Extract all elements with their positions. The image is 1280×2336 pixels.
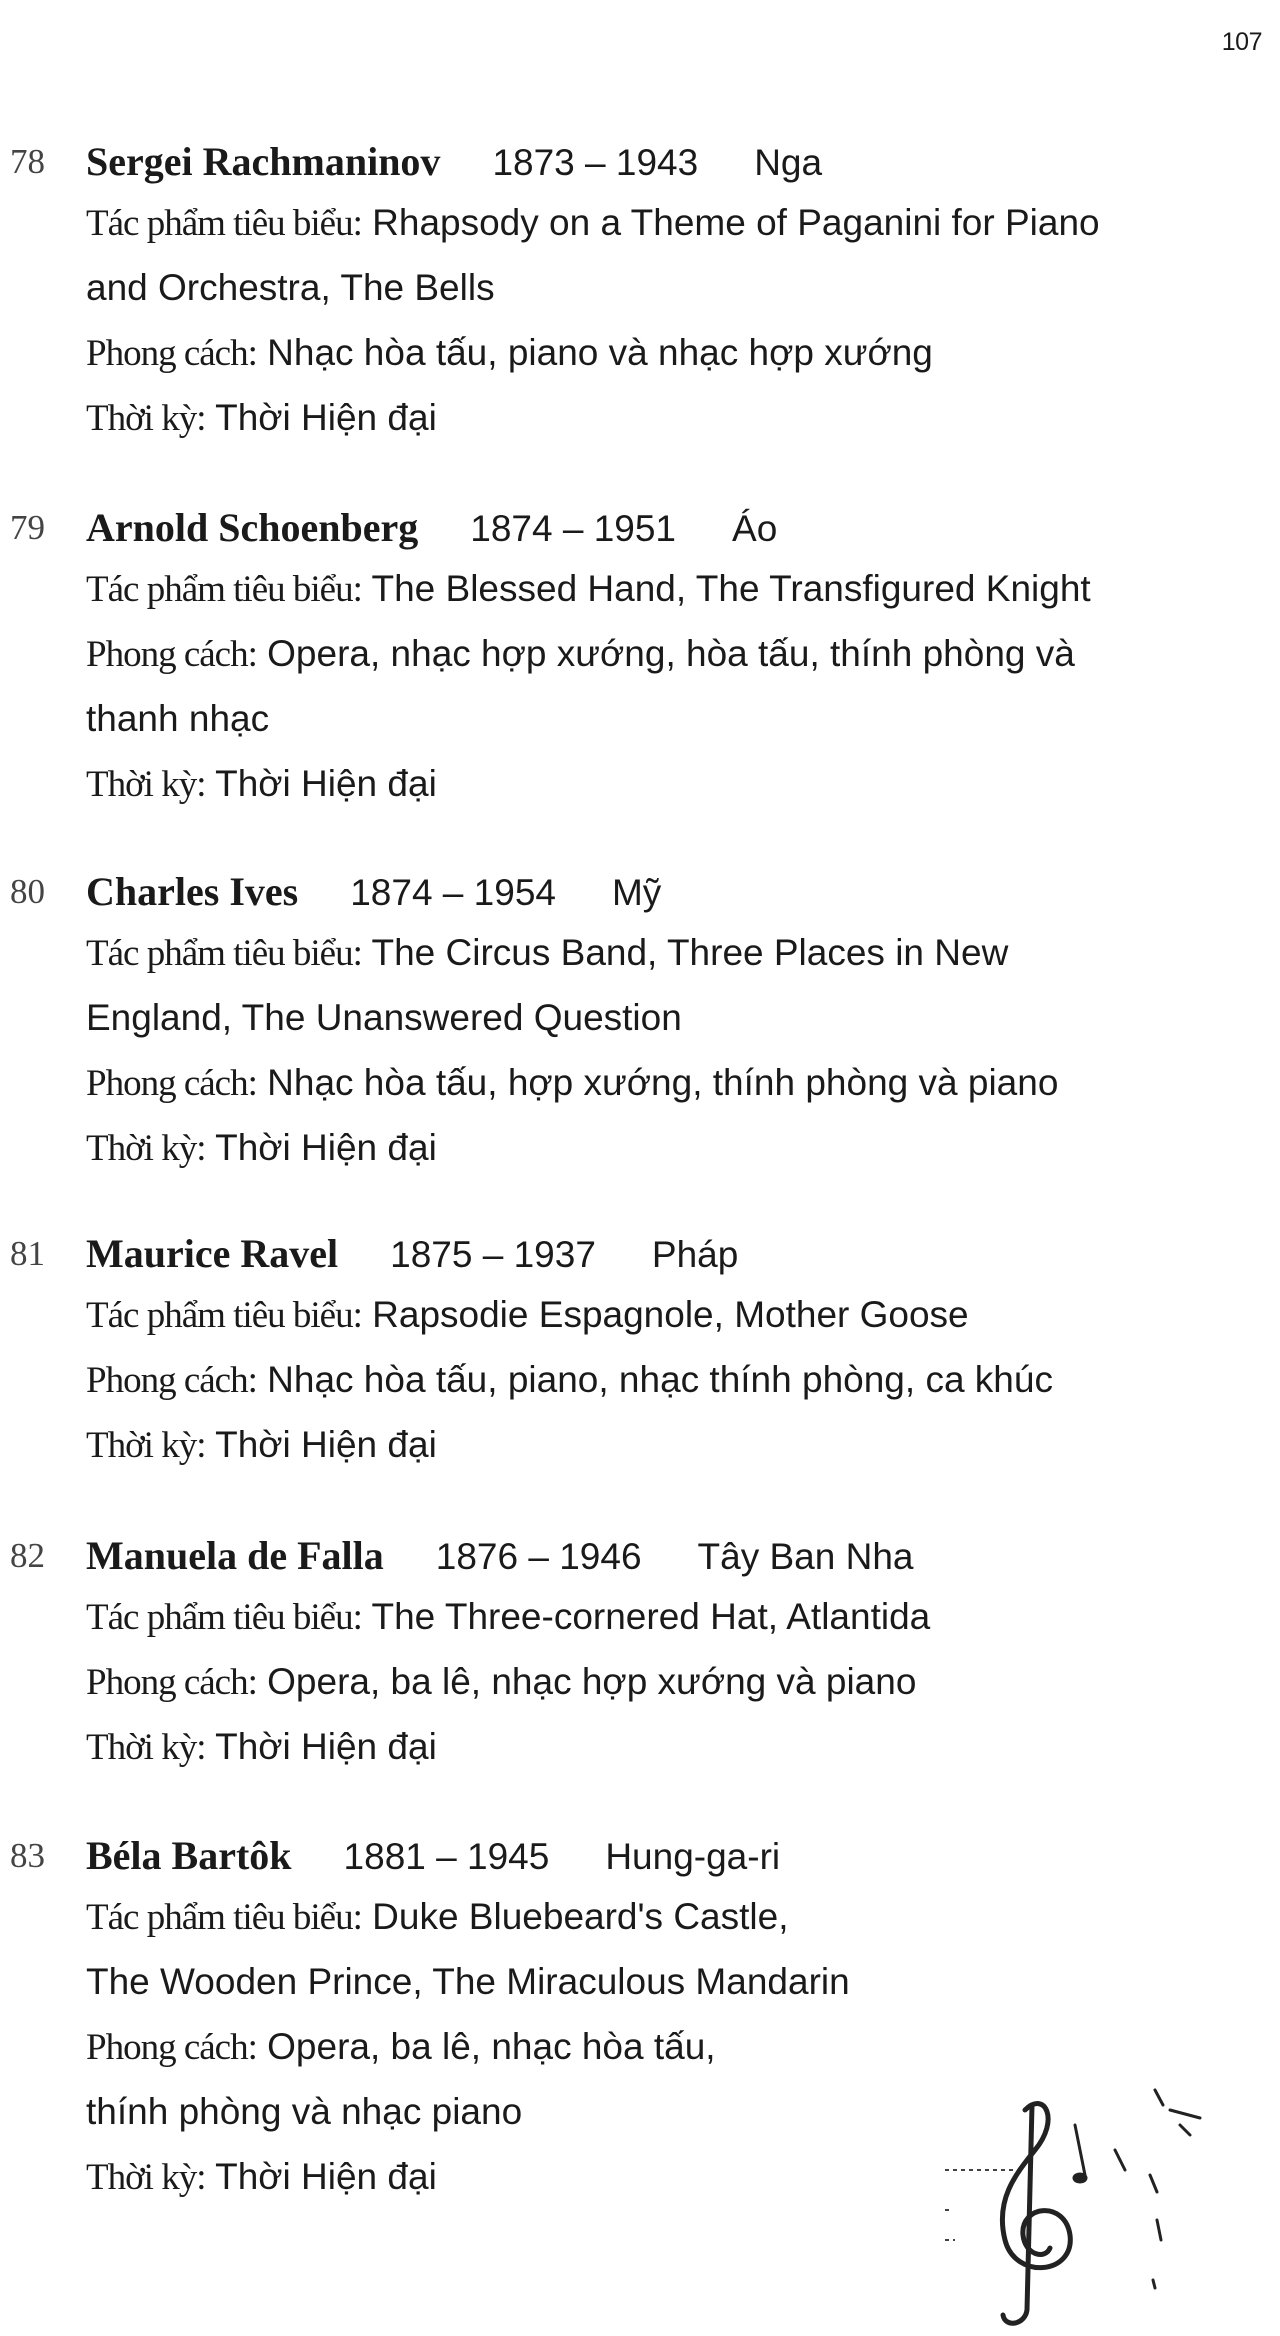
entry-heading xyxy=(86,1226,1240,1282)
page-number: 107 xyxy=(1221,28,1262,56)
composer-years: 1875 – 1937 xyxy=(390,1234,596,1275)
composer-name: Béla Bartôk xyxy=(86,1833,292,1878)
composer-country: Nga xyxy=(754,142,823,183)
composer-name: Sergei Rachmaninov xyxy=(86,139,441,184)
detail-label: Tác phẩm tiêu biểu: xyxy=(86,1597,362,1638)
entry-number: 82 xyxy=(10,1536,45,1575)
detail-label: Thời kỳ: xyxy=(86,1727,206,1768)
entry-number: 80 xyxy=(10,872,45,911)
detail-line xyxy=(86,686,1240,751)
composer-years: 1874 – 1951 xyxy=(470,508,677,549)
entry-number: 78 xyxy=(10,142,45,181)
detail-label: Phong cách: xyxy=(86,2027,257,2068)
detail-label: Phong cách: xyxy=(86,1063,257,1104)
detail-text: Nhạc hòa tấu, hợp xướng, thính phòng và piano xyxy=(256,1062,1059,1103)
detail-label: Tác phẩm tiêu biểu: xyxy=(86,203,362,244)
composer-name: Arnold Schoenberg xyxy=(86,505,419,550)
detail-line xyxy=(86,1282,1240,1347)
detail-text: Duke Bluebeard's Castle, xyxy=(361,1896,789,1937)
composer-years: 1876 – 1946 xyxy=(435,1536,642,1577)
detail-text: Opera, ba lê, nhạc hòa tấu, xyxy=(256,2026,716,2067)
detail-text: Nhạc hòa tấu, piano và nhạc hợp xướng xyxy=(256,332,933,373)
composer-name: Manuela de Falla xyxy=(86,1533,384,1578)
detail-line xyxy=(86,385,1240,450)
entry-heading xyxy=(86,500,1240,556)
detail-text: The Wooden Prince, The Miraculous Mandarin xyxy=(86,1961,850,2002)
composer-country: Hung-ga-ri xyxy=(605,1836,781,1877)
detail-line xyxy=(86,985,1240,1050)
detail-text: and Orchestra, The Bells xyxy=(86,267,495,308)
detail-line xyxy=(86,751,1240,816)
detail-text: Rapsodie Espagnole, Mother Goose xyxy=(361,1294,969,1335)
detail-line xyxy=(86,1884,1240,1949)
detail-label: Tác phẩm tiêu biểu: xyxy=(86,569,362,610)
composer-name: Maurice Ravel xyxy=(86,1231,339,1276)
detail-line xyxy=(86,1714,1240,1779)
detail-text: Thời Hiện đại xyxy=(205,763,437,804)
detail-label: Thời kỳ: xyxy=(86,2157,206,2198)
detail-line xyxy=(86,920,1240,985)
entry-number: 83 xyxy=(10,1836,45,1875)
detail-line xyxy=(86,1584,1240,1649)
detail-text: Nhạc hòa tấu, piano, nhạc thính phòng, ca khúc xyxy=(256,1359,1053,1400)
detail-line xyxy=(86,190,1240,255)
composer-country: Tây Ban Nha xyxy=(697,1536,914,1577)
entry-heading xyxy=(86,1528,1240,1584)
detail-text: The Circus Band, Three Places in New xyxy=(361,932,1009,973)
detail-line xyxy=(86,556,1240,621)
detail-label: Phong cách: xyxy=(86,634,257,675)
entry-heading xyxy=(86,864,1240,920)
detail-text: Opera, nhạc hợp xướng, hòa tấu, thính phòng và xyxy=(256,633,1075,674)
detail-line xyxy=(86,255,1240,320)
entry-number: 81 xyxy=(10,1234,45,1273)
detail-label: Phong cách: xyxy=(86,1662,257,1703)
detail-line xyxy=(86,1949,1240,2014)
detail-text: England, The Unanswered Question xyxy=(86,997,682,1038)
composer-years: 1881 – 1945 xyxy=(343,1836,550,1877)
detail-line xyxy=(86,2014,1240,2079)
detail-label: Tác phẩm tiêu biểu: xyxy=(86,933,362,974)
composer-country: Mỹ xyxy=(611,872,662,913)
detail-label: Thời kỳ: xyxy=(86,764,206,805)
detail-text: Thời Hiện đại xyxy=(205,397,437,438)
entry-heading xyxy=(86,1828,1240,1884)
detail-label: Phong cách: xyxy=(86,1360,257,1401)
detail-line xyxy=(86,1115,1240,1180)
detail-label: Tác phẩm tiêu biểu: xyxy=(86,1897,362,1938)
detail-text: thanh nhạc xyxy=(86,698,270,739)
detail-text: Thời Hiện đại xyxy=(205,1127,437,1168)
detail-label: Thời kỳ: xyxy=(86,398,206,439)
composer-years: 1873 – 1943 xyxy=(492,142,699,183)
detail-line xyxy=(86,1649,1240,1714)
detail-label: Thời kỳ: xyxy=(86,1425,206,1466)
treble-clef-icon xyxy=(935,2080,1235,2330)
detail-text: thính phòng và nhạc piano xyxy=(86,2091,523,2132)
detail-line xyxy=(86,320,1240,385)
entry-number: 79 xyxy=(10,508,45,547)
detail-text: The Three-cornered Hat, Atlantida xyxy=(361,1596,931,1637)
detail-text: Thời Hiện đại xyxy=(205,2156,437,2197)
composer-years: 1874 – 1954 xyxy=(350,872,556,913)
detail-label: Thời kỳ: xyxy=(86,1128,206,1169)
detail-line xyxy=(86,621,1240,686)
detail-text: The Blessed Hand, The Transfigured Knight xyxy=(361,568,1091,609)
detail-text: Opera, ba lê, nhạc hợp xướng và piano xyxy=(256,1661,917,1702)
detail-line xyxy=(86,1347,1240,1412)
detail-line xyxy=(86,1050,1240,1115)
detail-line xyxy=(86,1412,1240,1477)
detail-text: Rhapsody on a Theme of Paganini for Piano xyxy=(361,202,1100,243)
detail-label: Tác phẩm tiêu biểu: xyxy=(86,1295,362,1336)
detail-label: Phong cách: xyxy=(86,333,257,374)
composer-country: Pháp xyxy=(651,1234,739,1275)
composer-country: Áo xyxy=(732,508,778,549)
entry-heading xyxy=(86,134,1240,190)
detail-text: Thời Hiện đại xyxy=(205,1726,437,1767)
composer-name: Charles Ives xyxy=(86,869,299,914)
detail-text: Thời Hiện đại xyxy=(205,1424,437,1465)
